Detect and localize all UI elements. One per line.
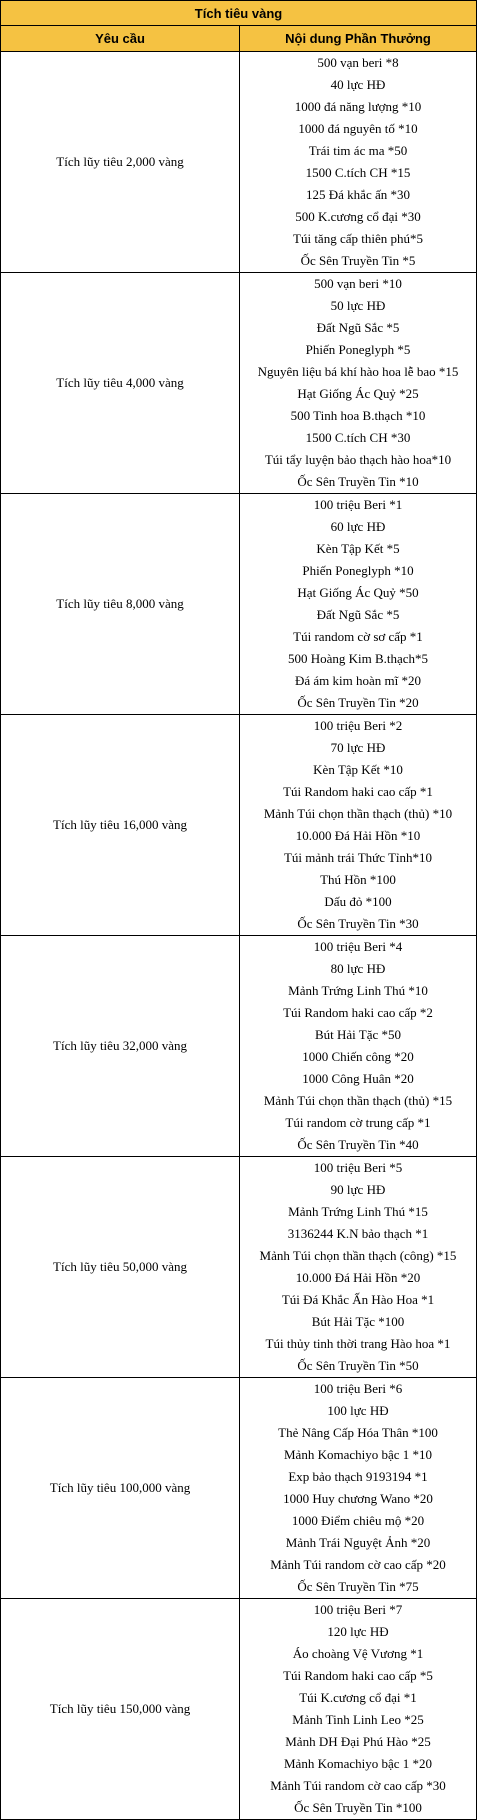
tier-rewards [240,936,477,1157]
reward-item: Túi Đá Khắc Ấn Hào Hoa *1 [281,1292,435,1307]
reward-item: Túi Random haki cao cấp *2 [283,1005,433,1020]
reward-item: 80 lực HĐ [330,961,386,976]
reward-item: Phiến Poneglyph *5 [305,342,411,357]
reward-item: Phiến Poneglyph *10 [302,563,414,578]
reward-item: 100 triệu Beri *5 [313,1160,403,1175]
reward-item: 1000 Công Huân *20 [302,1071,414,1086]
reward-item: 500 Hoàng Kim B.thạch*5 [287,651,429,666]
tier-requirement: Tích lũy tiêu 8,000 vàng [1,494,240,715]
reward-item: Ốc Sên Truyền Tin *50 [297,1358,419,1373]
reward-item: Mảnh Túi random cờ cao cấp *20 [270,1557,446,1572]
reward-item: Kèn Tập Kết *5 [316,541,400,556]
reward-item: 500 K.cương cổ đại *30 [295,209,421,224]
reward-item: Ốc Sên Truyền Tin *5 [300,253,416,268]
tier-row [1,273,477,494]
reward-item: 10.000 Đá Hải Hồn *10 [295,828,421,843]
reward-item: 10.000 Đá Hải Hồn *20 [295,1270,421,1285]
tier-requirement: Tích lũy tiêu 16,000 vàng [1,715,240,936]
reward-item: Ốc Sên Truyền Tin *30 [297,916,419,931]
reward-item: Ốc Sên Truyền Tin *10 [297,474,419,489]
reward-item: Thẻ Nâng Cấp Hóa Thân *100 [278,1425,438,1440]
reward-item: Dấu đỏ *100 [324,894,392,909]
reward-item: Túi Random haki cao cấp *1 [283,784,433,799]
reward-item: 100 triệu Beri *2 [313,718,403,733]
reward-item: Bút Hải Tặc *100 [311,1314,405,1329]
reward-item: Mảnh Túi random cờ cao cấp *30 [270,1778,446,1793]
reward-item: Đất Ngũ Sắc *5 [316,607,400,622]
reward-item: Túi mảnh trái Thức Tỉnh*10 [283,850,433,865]
reward-item: 1000 đá nguyên tố *10 [298,121,418,136]
tier-row [1,52,477,273]
reward-item: 120 lực HĐ [327,1624,389,1639]
reward-item: Mảnh Trái Nguyệt Ảnh *20 [285,1535,431,1550]
reward-item: Kèn Tập Kết *10 [313,762,403,777]
reward-item: 1000 Điểm chiêu mộ *20 [291,1513,425,1528]
reward-item: Mảnh Tinh Linh Leo *25 [292,1712,424,1727]
reward-item: Ốc Sên Truyền Tin *40 [297,1137,419,1152]
tier-rewards [240,1378,477,1599]
reward-item: Túi tẩy luyện bảo thạch hào hoa*10 [264,452,452,467]
reward-item: Mảnh Túi chọn thần thạch (thủ) *10 [263,806,453,821]
reward-item: Thú Hồn *100 [320,872,396,887]
tier-row [1,494,477,715]
reward-item: Mảnh Komachiyo bậc 1 *20 [283,1756,433,1771]
tier-requirement: Tích lũy tiêu 100,000 vàng [1,1378,240,1599]
reward-item: Túi tăng cấp thiên phú*5 [293,231,423,246]
reward-item: 500 Tinh hoa B.thạch *10 [290,408,426,423]
reward-item: Mảnh Trứng Linh Thú *10 [288,983,428,998]
reward-item: Túi thủy tinh thời trang Hào hoa *1 [265,1336,451,1351]
reward-item: Áo choàng Vệ Vương *1 [292,1646,424,1661]
reward-item: Mảnh DH Đại Phú Hào *25 [285,1734,431,1749]
reward-item: 60 lực HĐ [330,519,386,534]
reward-item: Trái tim ác ma *50 [308,143,408,158]
reward-item: Ốc Sên Truyền Tin *75 [297,1579,419,1594]
reward-item: Đá ám kim hoàn mĩ *20 [294,673,421,688]
reward-item: 70 lực HĐ [330,740,386,755]
tier-rewards [240,494,477,715]
tier-rewards [240,1157,477,1378]
reward-item: Hạt Giống Ác Quỷ *25 [297,386,419,401]
reward-item: Exp bảo thạch 9193194 *1 [288,1469,428,1484]
reward-item: 100 lực HĐ [327,1403,389,1418]
tier-requirement: Tích lũy tiêu 2,000 vàng [1,52,240,273]
table-title: Tích tiêu vàng [1,1,477,26]
reward-item: 1000 đá năng lượng *10 [294,99,422,114]
reward-item: 1000 Huy chương Wano *20 [283,1491,433,1506]
reward-item: 3136244 K.N bảo thạch *1 [287,1226,429,1241]
reward-item: Túi Random haki cao cấp *5 [283,1668,433,1683]
reward-item: 50 lực HĐ [330,298,386,313]
reward-item: Túi random cờ sơ cấp *1 [293,629,423,644]
tier-row [1,1157,477,1378]
header-row [1,26,477,52]
tier-rewards [240,715,477,936]
tier-row [1,936,477,1157]
tier-rewards [240,273,477,494]
reward-item: 90 lực HĐ [330,1182,386,1197]
reward-item: 1500 C.tích CH *15 [305,165,411,180]
tier-row [1,1599,477,1820]
reward-item: Đất Ngũ Sắc *5 [316,320,400,335]
reward-item: 1500 C.tích CH *30 [305,430,411,445]
tier-row [1,1378,477,1599]
reward-item: Bút Hải Tặc *50 [314,1027,402,1042]
tier-requirement: Tích lũy tiêu 32,000 vàng [1,936,240,1157]
tier-row [1,715,477,936]
reward-item: Mảnh Túi chọn thần thạch (công) *15 [259,1248,457,1263]
reward-item: Mảnh Trứng Linh Thú *15 [288,1204,428,1219]
reward-item: Mảnh Komachiyo bậc 1 *10 [283,1447,433,1462]
reward-item: Ốc Sên Truyền Tin *20 [297,695,419,710]
reward-item: 100 triệu Beri *1 [313,497,403,512]
reward-item: 100 triệu Beri *6 [313,1381,403,1396]
reward-item: Mảnh Túi chọn thần thạch (thủ) *15 [263,1093,453,1108]
reward-item: 500 vạn beri *10 [314,276,402,291]
reward-item: 500 vạn beri *8 [317,55,399,70]
rewards-header: Nội dung Phần Thưởng [240,26,477,52]
tier-list [1,52,477,1820]
requirement-header: Yêu cầu [1,26,240,52]
reward-item: 100 triệu Beri *4 [313,939,403,954]
reward-item: 1000 Chiến công *20 [302,1049,414,1064]
tier-requirement: Tích lũy tiêu 4,000 vàng [1,273,240,494]
reward-item: 40 lực HĐ [330,77,386,92]
tier-requirement: Tích lũy tiêu 50,000 vàng [1,1157,240,1378]
reward-item: Túi K.cương cổ đại *1 [299,1690,417,1705]
title-row [1,1,477,26]
tier-rewards [240,52,477,273]
tier-requirement: Tích lũy tiêu 150,000 vàng [1,1599,240,1820]
reward-item: Túi random cờ trung cấp *1 [285,1115,431,1130]
reward-item: Nguyên liệu bá khí hào hoa lễ bao *15 [257,364,459,379]
reward-item: 125 Đá khắc ấn *30 [306,187,410,202]
reward-item: Hạt Giống Ác Quỷ *50 [297,585,419,600]
reward-item: Ốc Sên Truyền Tin *100 [294,1800,422,1815]
tier-rewards [240,1599,477,1820]
reward-item: 100 triệu Beri *7 [313,1602,403,1617]
